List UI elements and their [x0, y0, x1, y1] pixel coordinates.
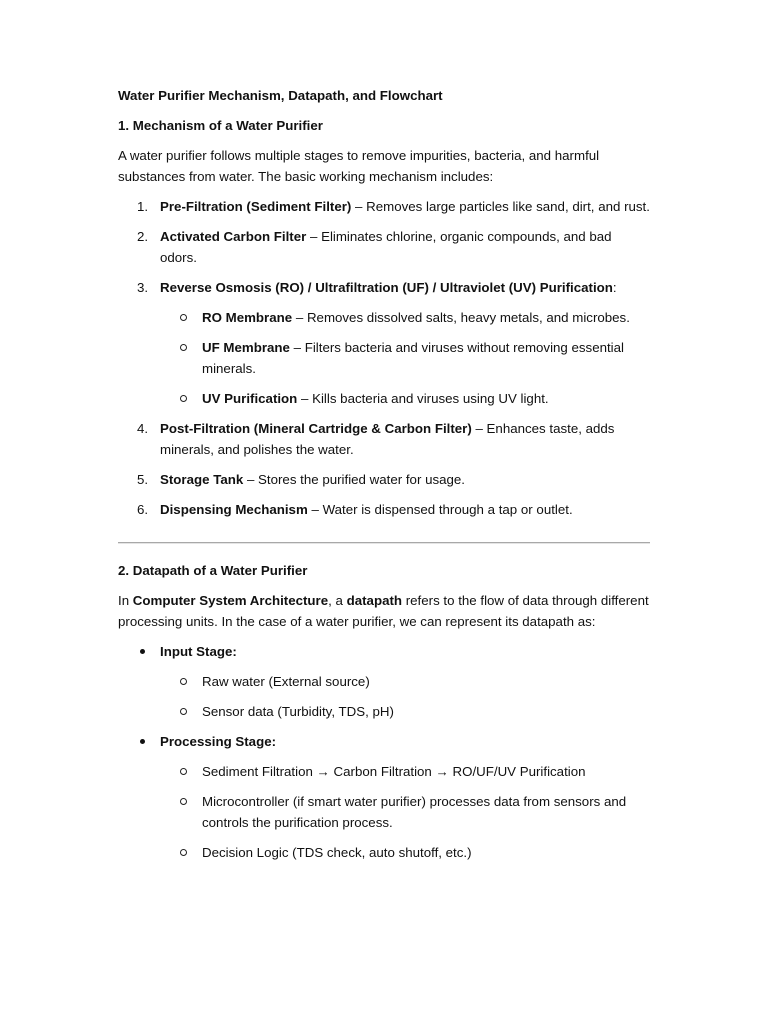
item-term: Activated Carbon Filter: [160, 229, 307, 244]
item-term: Storage Tank: [160, 472, 244, 487]
item-term: Dispensing Mechanism: [160, 502, 308, 517]
intro-text: refers to the flow of data through different processing units. In the case of a water purifier, we can represent its datapath as:: [118, 593, 649, 629]
item-term: UF Membrane: [202, 340, 290, 355]
stage-item: [118, 641, 650, 722]
item-description: – Eliminates chlorine, organic compounds, and bad odors.: [160, 229, 612, 265]
hollow-bullet-icon: [180, 798, 187, 805]
intro-text: In: [118, 593, 133, 608]
sublist-item: [160, 842, 650, 863]
bullet-icon: [140, 739, 145, 744]
hollow-bullet-icon: [180, 344, 187, 351]
sublist-item: [160, 671, 650, 692]
document-page: [118, 85, 650, 872]
item-number: 2.: [137, 229, 149, 244]
mechanism-item: [118, 277, 650, 409]
sublist-item: [160, 307, 650, 328]
item-number: 5.: [137, 472, 149, 487]
item-description: – Stores the purified water for usage.: [243, 472, 465, 487]
intro-term: datapath: [346, 593, 403, 608]
item-description: :: [612, 280, 617, 295]
stage-sublist: [160, 761, 650, 863]
purification-sublist: [160, 307, 650, 409]
mechanism-item: [118, 418, 650, 460]
sublist-item: [160, 791, 650, 833]
section-1-intro: A water purifier follows multiple stages to remove impurities, bacteria, and harmful substances from water. The basic working mechanism includes:: [118, 148, 600, 184]
hollow-bullet-icon: [180, 314, 187, 321]
datapath-list: [118, 641, 650, 863]
bullet-icon: [140, 649, 145, 654]
mechanism-list: [118, 196, 650, 520]
item-term: Post-Filtration (Mineral Cartridge & Carbon Filter): [160, 421, 472, 436]
item-number: 4.: [137, 421, 149, 436]
item-number: 6.: [137, 502, 149, 517]
sublist-item: [160, 761, 650, 782]
item-description: – Removes dissolved salts, heavy metals, and microbes.: [292, 310, 630, 325]
intro-text: , a: [328, 593, 347, 608]
item-description: – Kills bacteria and viruses using UV light.: [297, 391, 549, 406]
item-term: Reverse Osmosis (RO) / Ultrafiltration (UF) / Ultraviolet (UV) Purification: [160, 280, 613, 295]
item-number: 1.: [137, 199, 149, 214]
item-number: 3.: [137, 280, 149, 295]
item-description: – Removes large particles like sand, dirt, and rust.: [351, 199, 650, 214]
stage-label: Processing Stage:: [160, 734, 277, 749]
intro-term: Computer System Architecture: [132, 593, 329, 608]
document-title: Water Purifier Mechanism, Datapath, and Flowchart: [118, 88, 443, 103]
horizontal-divider: [118, 542, 650, 544]
mechanism-item: [118, 226, 650, 268]
mechanism-item: [118, 196, 650, 217]
item-term: RO Membrane: [202, 310, 293, 325]
mechanism-item: [118, 499, 650, 520]
sublist-text: Raw water (External source): [202, 674, 370, 689]
hollow-bullet-icon: [180, 395, 187, 402]
item-description: – Filters bacteria and viruses without removing essential minerals.: [202, 340, 624, 376]
sublist-text: Sensor data (Turbidity, TDS, pH): [202, 704, 394, 719]
stage-label: Input Stage:: [160, 644, 237, 659]
sublist-item: [160, 701, 650, 722]
section-2-heading: 2. Datapath of a Water Purifier: [118, 563, 308, 578]
stage-sublist: [160, 671, 650, 722]
item-term: Pre-Filtration (Sediment Filter): [160, 199, 352, 214]
section-2-intro: [118, 590, 650, 632]
item-description: – Water is dispensed through a tap or outlet.: [307, 502, 573, 517]
section-1-heading: 1. Mechanism of a Water Purifier: [118, 118, 323, 133]
hollow-bullet-icon: [180, 849, 187, 856]
item-description: – Enhances taste, adds minerals, and polishes the water.: [160, 421, 615, 457]
sublist-text: Sediment Filtration → Carbon Filtration → RO/UF/UV Purification: [202, 764, 586, 779]
mechanism-item: [118, 469, 650, 490]
item-term: UV Purification: [202, 391, 298, 406]
sublist-item: [160, 337, 650, 379]
sublist-text: Microcontroller (if smart water purifier) processes data from sensors and controls the purification process.: [202, 794, 627, 830]
sublist-text: Decision Logic (TDS check, auto shutoff, etc.): [202, 845, 472, 860]
hollow-bullet-icon: [180, 768, 187, 775]
hollow-bullet-icon: [180, 678, 187, 685]
hollow-bullet-icon: [180, 708, 187, 715]
stage-item: [118, 731, 650, 863]
sublist-item: [160, 388, 650, 409]
